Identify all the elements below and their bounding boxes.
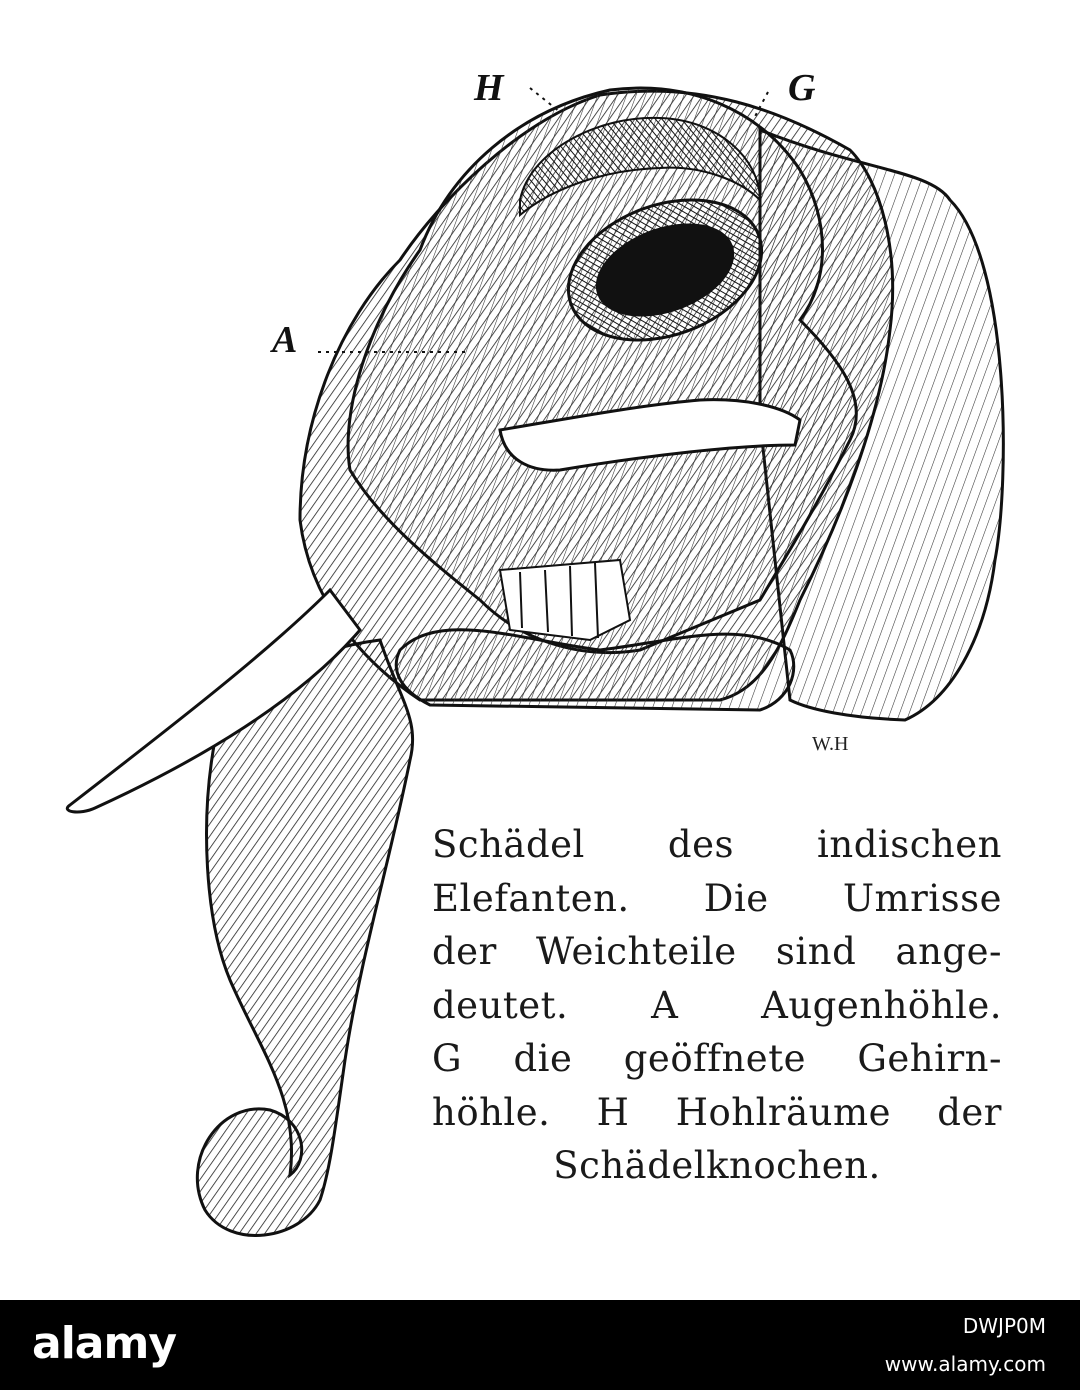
artist-signature: W.H — [812, 733, 849, 755]
image-id: DWJP0M — [962, 1314, 1046, 1338]
caption-line: Elefanten. Die Umrisse — [432, 876, 1002, 920]
caption-line: der Weichteile sind ange- — [432, 930, 1002, 973]
figure-caption — [432, 818, 1002, 1193]
label-a: A — [272, 319, 298, 361]
watermark-footer — [0, 1300, 1080, 1390]
caption-line: Schädelknochen. — [553, 1144, 881, 1187]
site-url: www.alamy.com — [884, 1352, 1046, 1376]
caption-line: deutet. A Augenhöhle. — [432, 983, 1002, 1027]
caption-line: höhle. H Hohlräume der — [432, 1090, 1002, 1134]
molars — [500, 560, 630, 640]
caption-line: Schädel des indischen — [432, 823, 1002, 866]
alamy-logo: alamy — [32, 1318, 176, 1369]
label-h: H — [474, 67, 504, 109]
label-g: G — [788, 67, 816, 109]
caption-line: G die geöffnete Gehirn- — [432, 1037, 1002, 1080]
